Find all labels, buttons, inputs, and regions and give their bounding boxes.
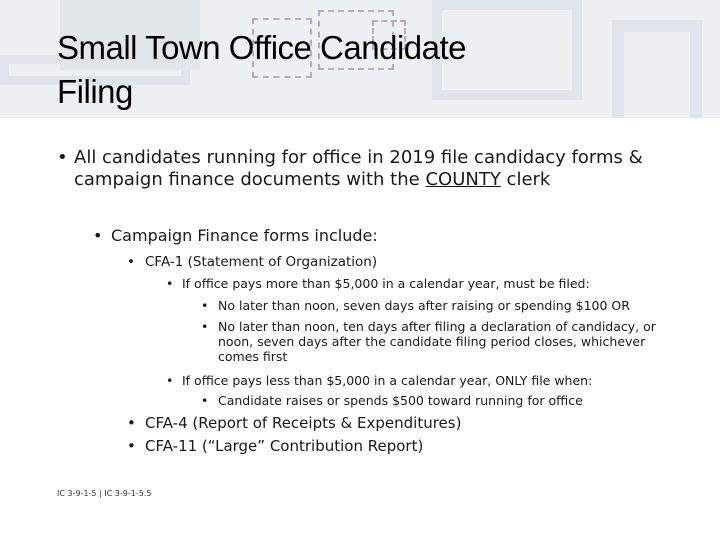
- bullet-dot-icon: •: [127, 414, 136, 432]
- bullet-dot-icon: •: [201, 393, 209, 408]
- bullet-item-main: [57, 147, 697, 191]
- bullet-dot-icon: •: [201, 298, 209, 313]
- title-header-band: [0, 0, 720, 118]
- bullet-item-less-than: • If office pays less than $5,000 in a calendar year, ONLY file when:: [166, 373, 593, 388]
- slide-title-line1: Small Town Office Candidate: [57, 29, 467, 66]
- bullet-item-raises: • Candidate raises or spends $500 toward running for office: [201, 393, 583, 408]
- bullet-dot-icon: •: [166, 276, 174, 291]
- bullet-dot-icon: •: [201, 319, 209, 334]
- slide-title-line2: Filing: [57, 73, 133, 110]
- footer-citation: IC 3-9-1-5 | IC 3-9-1-5.5: [57, 489, 152, 498]
- bullet-dot-icon: •: [127, 437, 136, 455]
- bullet-dot-icon: •: [166, 373, 174, 388]
- bullet-item-ten-days: • No later than noon, ten days after filing a declaration of candidacy, or noon, seven days after the candidate filing period closes, whichever comes first: [201, 319, 656, 364]
- county-emphasis: COUNTY: [425, 169, 501, 190]
- bullet-dot-icon: •: [127, 254, 135, 270]
- bullet-item-more-than: • If office pays more than $5,000 in a calendar year, must be filed:: [166, 276, 590, 291]
- bullet-text: All candidates running for office in 2019 file candidacy forms & campaign finance documents with the COUNTY clerk: [74, 147, 643, 190]
- slide-title: [57, 26, 466, 114]
- decorative-frame: [612, 20, 702, 118]
- bullet-item-cfa11: • CFA-11 (“Large” Contribution Report): [127, 437, 424, 455]
- bullet-dot-icon: •: [93, 226, 103, 245]
- bullet-dot-icon: •: [57, 147, 68, 168]
- bullet-item-cfa1: • CFA-1 (Statement of Organization): [127, 254, 378, 270]
- bullet-item-cfa4: • CFA-4 (Report of Receipts & Expenditures): [127, 414, 462, 432]
- bullet-item-seven-days: • No later than noon, seven days after raising or spending $100 OR: [201, 298, 630, 313]
- bullet-item-forms-intro: • Campaign Finance forms include:: [93, 226, 378, 245]
